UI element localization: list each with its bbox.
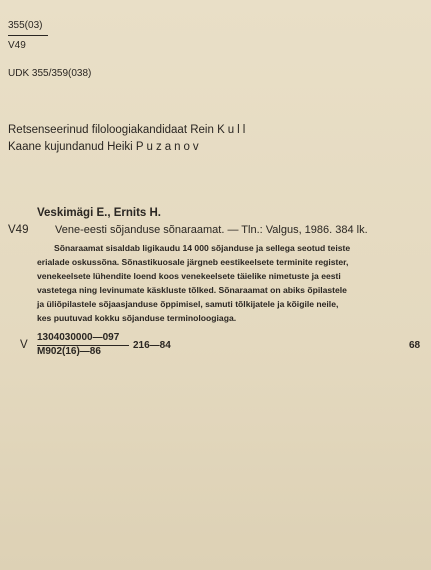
class-number: 355(03): [8, 20, 43, 31]
description-line: kes puutuvad kokku sõjanduse terminoloogiaga.: [37, 313, 237, 323]
card-authors: Veskimägi E., Ernits H.: [37, 207, 161, 219]
description-line: erialade oskussõna. Sõnastikuosale järgneb eestikeelsete terminite register,: [37, 257, 349, 267]
cover-prefix: Kaane kujundanud Heiki: [8, 141, 133, 153]
class-divider: [8, 35, 48, 36]
fraction-numerator: 1304030000—097: [37, 332, 120, 343]
description-line: Sõnaraamat sisaldab ligikaudu 14 000 sõjanduse ja sellega seotud teiste: [54, 243, 351, 253]
reviewer-credit: [8, 124, 248, 136]
reviewer-surname: Kull: [217, 124, 249, 136]
udk-code: UDK 355/359(038): [8, 68, 92, 79]
cover-credit: [8, 141, 202, 153]
description-line: vastetega ning levinumate käskluste tõlked. Sõnaraamat on abiks õpilastele: [37, 285, 347, 295]
description-line: venekeelsete lühendite loend koos venekeelsete täielike nimetuste ja eesti: [37, 271, 341, 281]
card-description: [37, 241, 422, 325]
fraction-suffix: 216—84: [133, 340, 171, 351]
price-code: 68: [409, 340, 421, 351]
v-letter: V: [20, 339, 28, 351]
card-title: Vene-eesti sõjanduse sõnaraamat. — Tln.: Valgus, 1986. 384 lk.: [55, 224, 368, 236]
class-code: V49: [8, 40, 26, 51]
card-code: V49: [8, 224, 29, 236]
fraction-denominator: M902(16)—86: [37, 346, 101, 357]
description-line: ja üliõpilastele sõjaasjanduse õppimisel, samuti tõlkijatele ja kõigile neile,: [37, 299, 339, 309]
reviewer-prefix: Retsenseerinud filoloogiakandidaat Rein: [8, 124, 214, 136]
cover-surname: Puzanov: [135, 141, 202, 153]
